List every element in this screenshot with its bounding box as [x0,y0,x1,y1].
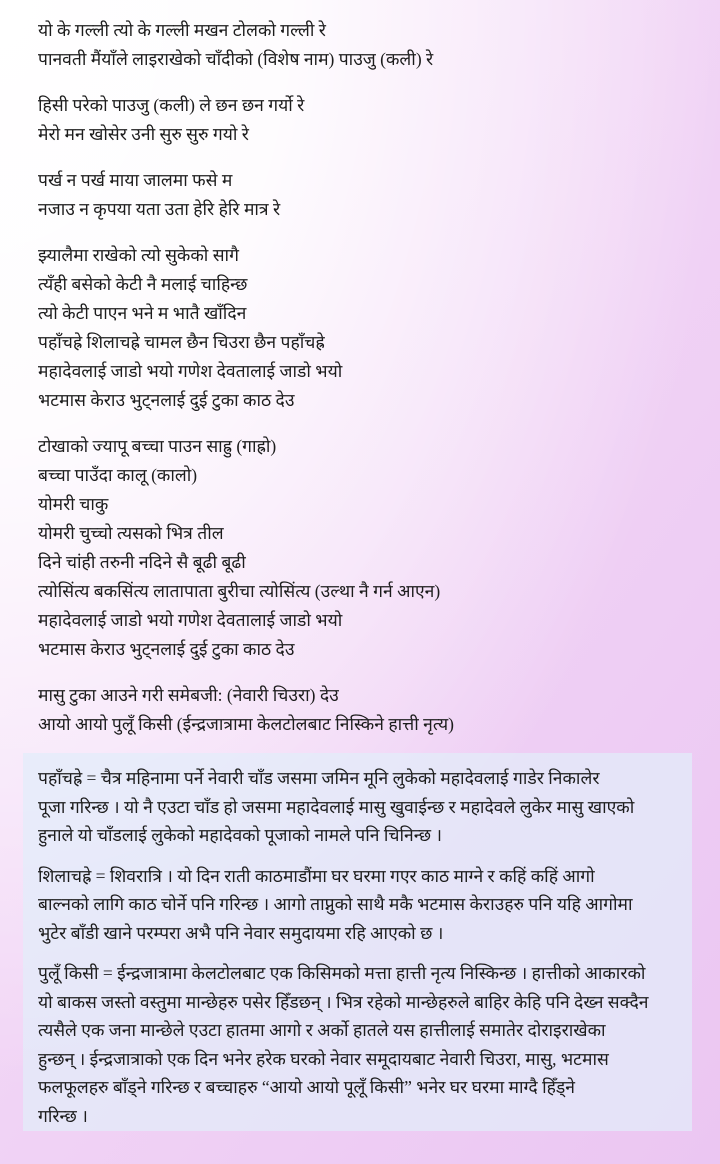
note-line: पहाँचह्रे = चैत्र महिनामा पर्ने नेवारी चाँड जसमा जमिन मूनि लुकेको महादेवलाई गाडेर निकालेर [38,768,600,788]
note-line: हुन्छन् । ईन्द्रजात्राको एक दिन भनेर हरेक घरको नेवार समूदायबाट नेवारी चिउरा, मासु, भटमास [38,1048,609,1069]
lyric-line: आयो आयो पुलूँ किसी (ईन्द्रजात्रामा केलटोलबाट निस्किने हात्ती नृत्य) [38,714,454,734]
note-line: भुटेर बाँडी खाने परम्परा अभै पनि नेवार समुदायमा रहि आएको छ । [38,922,444,943]
lyric-line: दिने चांही तरुनी नदिने सै बूढी बूढी [38,552,246,572]
lyrics-section [38,16,454,756]
note-line: पूजा गरिन्छ । यो नै एउटा चाँड हो जसमा महादेवलाई मासु खुवाईन्छ र महादेवले लुकेर मासु खाएको [38,796,635,817]
lyric-line: पहाँचह्रे शिलाचह्रे चामल छैन चिउरा छैन पहाँचह्रे [38,332,325,352]
note-line: पुलूँ किसी = ईन्द्रजात्रामा केलटोलबाट एक किसिमको मत्ता हात्ती नृत्य निस्किन्छ । हात्तीको आकारको [38,963,646,983]
lyric-stanza [38,166,454,224]
lyric-line: यो के गल्ली त्यो के गल्ली मखन टोलको गल्ली रे [38,20,326,40]
note-paragraph [38,862,677,948]
lyric-line: टोखाको ज्यापू बच्चा पाउन साह्रु (गाह्रो) [38,436,277,456]
lyric-line: महादेवलाई जाडो भयो गणेश देवतालाई जाडो भयो [38,610,343,630]
lyric-line: महादेवलाई जाडो भयो गणेश देवतालाई जाडो भयो [38,361,343,381]
note-line: यो बाकस जस्तो वस्तुमा मान्छेहरु पसेर हिँडछन् । भित्र रहेको मान्छेहरुले बाहिर केहि पनि देख्न सक्दैन [38,991,649,1012]
note-paragraph [38,764,677,850]
lyric-line: त्यँही बसेको केटी नै मलाई चाहिन्छ [38,274,248,294]
lyric-line: मासु टुका आउने गरी समेबजी: (नेवारी चिउरा) देउ [38,685,339,705]
lyric-line: भटमास केराउ भुट्नलाई दुई टुका काठ देउ [38,390,295,410]
lyric-stanza [38,241,454,415]
note-line: फलफूलहरु बाँड्ने गरिन्छ र बच्चाहरु “आयो आयो पूलूँ किसी” भनेर घर घरमा माग्दै हिँड्ने [38,1077,575,1097]
note-line: बाल्नको लागि काठ चोर्ने पनि गरिन्छ । आगो ताप्नुको साथै मकै भटमास केराउहरु पनि यहि आगोमा [38,894,633,914]
lyric-line: त्यो केटी पाएन भने म भातै खाँदिन [38,303,247,323]
lyric-line: झ्यालैमा राखेको त्यो सुकेको सागै [38,245,239,265]
lyric-stanza [38,16,454,74]
lyric-stanza [38,91,454,149]
lyric-line: मेरो मन खोसेर उनी सुरु सुरु गयो रे [38,124,249,144]
lyric-line: योमरी चाकु [38,494,109,514]
note-line: त्यसैले एक जना मान्छेले एउटा हातमा आगो र अर्को हातले यस हात्तीलाई समातेर दोराइराखेका [38,1020,606,1040]
lyric-stanza [38,681,454,739]
lyric-line: त्योसिंत्य बकसिंत्य लातापाता बुरीचा त्योसिंत्य (उल्था नै गर्न आएन) [38,581,441,601]
lyric-line: पानवती मैंयाँले लाइराखेको चाँदीको (विशेष नाम) पाउजु (कली) रे [38,49,434,69]
note-line: गरिन्छ । [38,1105,88,1126]
lyric-line: नजाउ न कृपया यता उता हेरि हेरि मात्र रे [38,199,281,219]
note-paragraph [38,959,677,1130]
note-line: शिलाचह्रे = शिवरात्रि । यो दिन राती काठमाडौंमा घर घरमा गएर काठ माग्ने र कहिं कहिं आगो [38,865,595,886]
lyric-line: हिसी परेको पाउजु (कली) ले छन छन गर्यो रे [38,95,305,115]
lyric-stanza [38,432,454,664]
notes-panel [23,753,692,1131]
lyric-line: भटमास केराउ भुट्नलाई दुई टुका काठ देउ [38,639,295,659]
lyric-line: पर्ख न पर्ख माया जालमा फसे म [38,170,233,190]
lyric-line: बच्चा पाउँदा कालू (कालो) [38,465,198,485]
note-line: हुनाले यो चाँडलाई लुकेको महादेवको पूजाको नामले पनि चिनिन्छ । [38,825,443,845]
lyric-line: योमरी चुच्चो त्यसको भित्र तील [38,523,224,543]
